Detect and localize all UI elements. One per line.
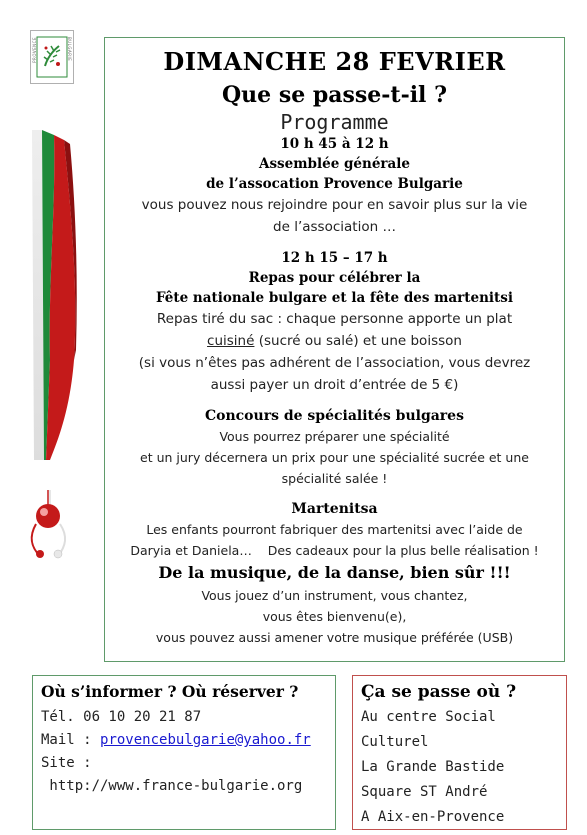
assembly-title: Assemblée générale — [258, 156, 410, 172]
assembly-text-1: vous pouvez nous rejoindre pour en savoir plus sur la vie — [141, 197, 528, 213]
location-line-3: La Grande Bastide — [361, 759, 505, 775]
contact-heading: Où s’informer ? Où réserver ? — [41, 682, 299, 701]
meal-text-1: Repas tiré du sac : chaque personne apporte un plat — [156, 311, 513, 327]
music-text-2: vous êtes bienvenu(e), — [262, 609, 407, 624]
assembly-text-2: de l’association … — [273, 219, 396, 235]
meal-text-underlined: cuisiné — [207, 333, 255, 349]
meal-text-3: (si vous n’êtes pas adhérent de l’association, vous devrez — [138, 355, 531, 371]
meal-time: 12 h 15 – 17 h — [281, 250, 388, 266]
question-title: Que se passe-t-il ? — [222, 82, 447, 108]
location-heading: Ça se passe où ? — [361, 682, 517, 702]
assembly-time: 10 h 45 à 12 h — [280, 136, 389, 152]
martenitsa-ornament-icon — [22, 488, 74, 560]
meal-text-2 — [105, 330, 564, 352]
location-box — [352, 675, 567, 830]
site-label: Site : — [41, 755, 92, 771]
location-line-1: Au centre Social — [361, 709, 496, 725]
music-title: De la musique, de la danse, bien sûr !!! — [158, 563, 511, 582]
contact-phone: Tél. 06 10 20 21 87 — [41, 709, 202, 725]
meal-title: Repas pour célébrer la — [248, 270, 421, 286]
event-date-title: DIMANCHE 28 FEVRIER — [163, 47, 506, 76]
contest-text-1: Vous pourrez préparer une spécialité — [219, 429, 450, 444]
programme-box — [104, 37, 565, 662]
contest-title: Concours de spécialités bulgares — [205, 408, 464, 424]
mail-label: Mail : — [41, 732, 101, 748]
logo-right-text: BULGARIE — [67, 37, 72, 62]
logo-emblem-icon — [36, 36, 68, 78]
association-logo — [30, 30, 74, 84]
music-text-3: vous pouvez aussi amener votre musique préférée (USB) — [155, 630, 514, 645]
contact-mail-line — [41, 729, 327, 752]
contest-text-3: spécialité salée ! — [281, 471, 388, 486]
assembly-subtitle: de l’assocation Provence Bulgarie — [206, 176, 463, 192]
location-line-2: Culturel — [361, 734, 429, 750]
email-link[interactable]: provencebulgarie@yahoo.fr — [100, 732, 311, 748]
contest-text-2: et un jury décernera un prix pour une spécialité sucrée et une — [140, 450, 529, 465]
martenitsa-text-1: Les enfants pourront fabriquer des martenitsi avec l’aide de — [146, 522, 523, 537]
meal-subtitle: Fête nationale bulgare et la fête des martenitsi — [155, 290, 514, 306]
location-line-4: Square ST André — [361, 784, 488, 800]
meal-text-2-rest: (sucré ou salé) et une boisson — [254, 333, 462, 349]
music-text-1: Vous jouez d’un instrument, vous chantez, — [201, 588, 468, 603]
contact-box — [32, 675, 336, 830]
location-line-5: A Aix-en-Provence — [361, 809, 505, 825]
meal-text-4: aussi payer un droit d’entrée de 5 €) — [210, 377, 459, 393]
martenitsa-text-2: Daryia et Daniela… Des cadeaux pour la plus belle réalisation ! — [130, 543, 539, 558]
bulgarian-flag-ribbon-icon — [28, 130, 78, 460]
martenitsa-title: Martenitsa — [291, 501, 378, 517]
logo-left-text: PROVENCE — [32, 37, 37, 63]
website-link[interactable]: http://www.france-bulgarie.org — [41, 778, 303, 794]
programme-heading: Programme — [280, 110, 389, 134]
